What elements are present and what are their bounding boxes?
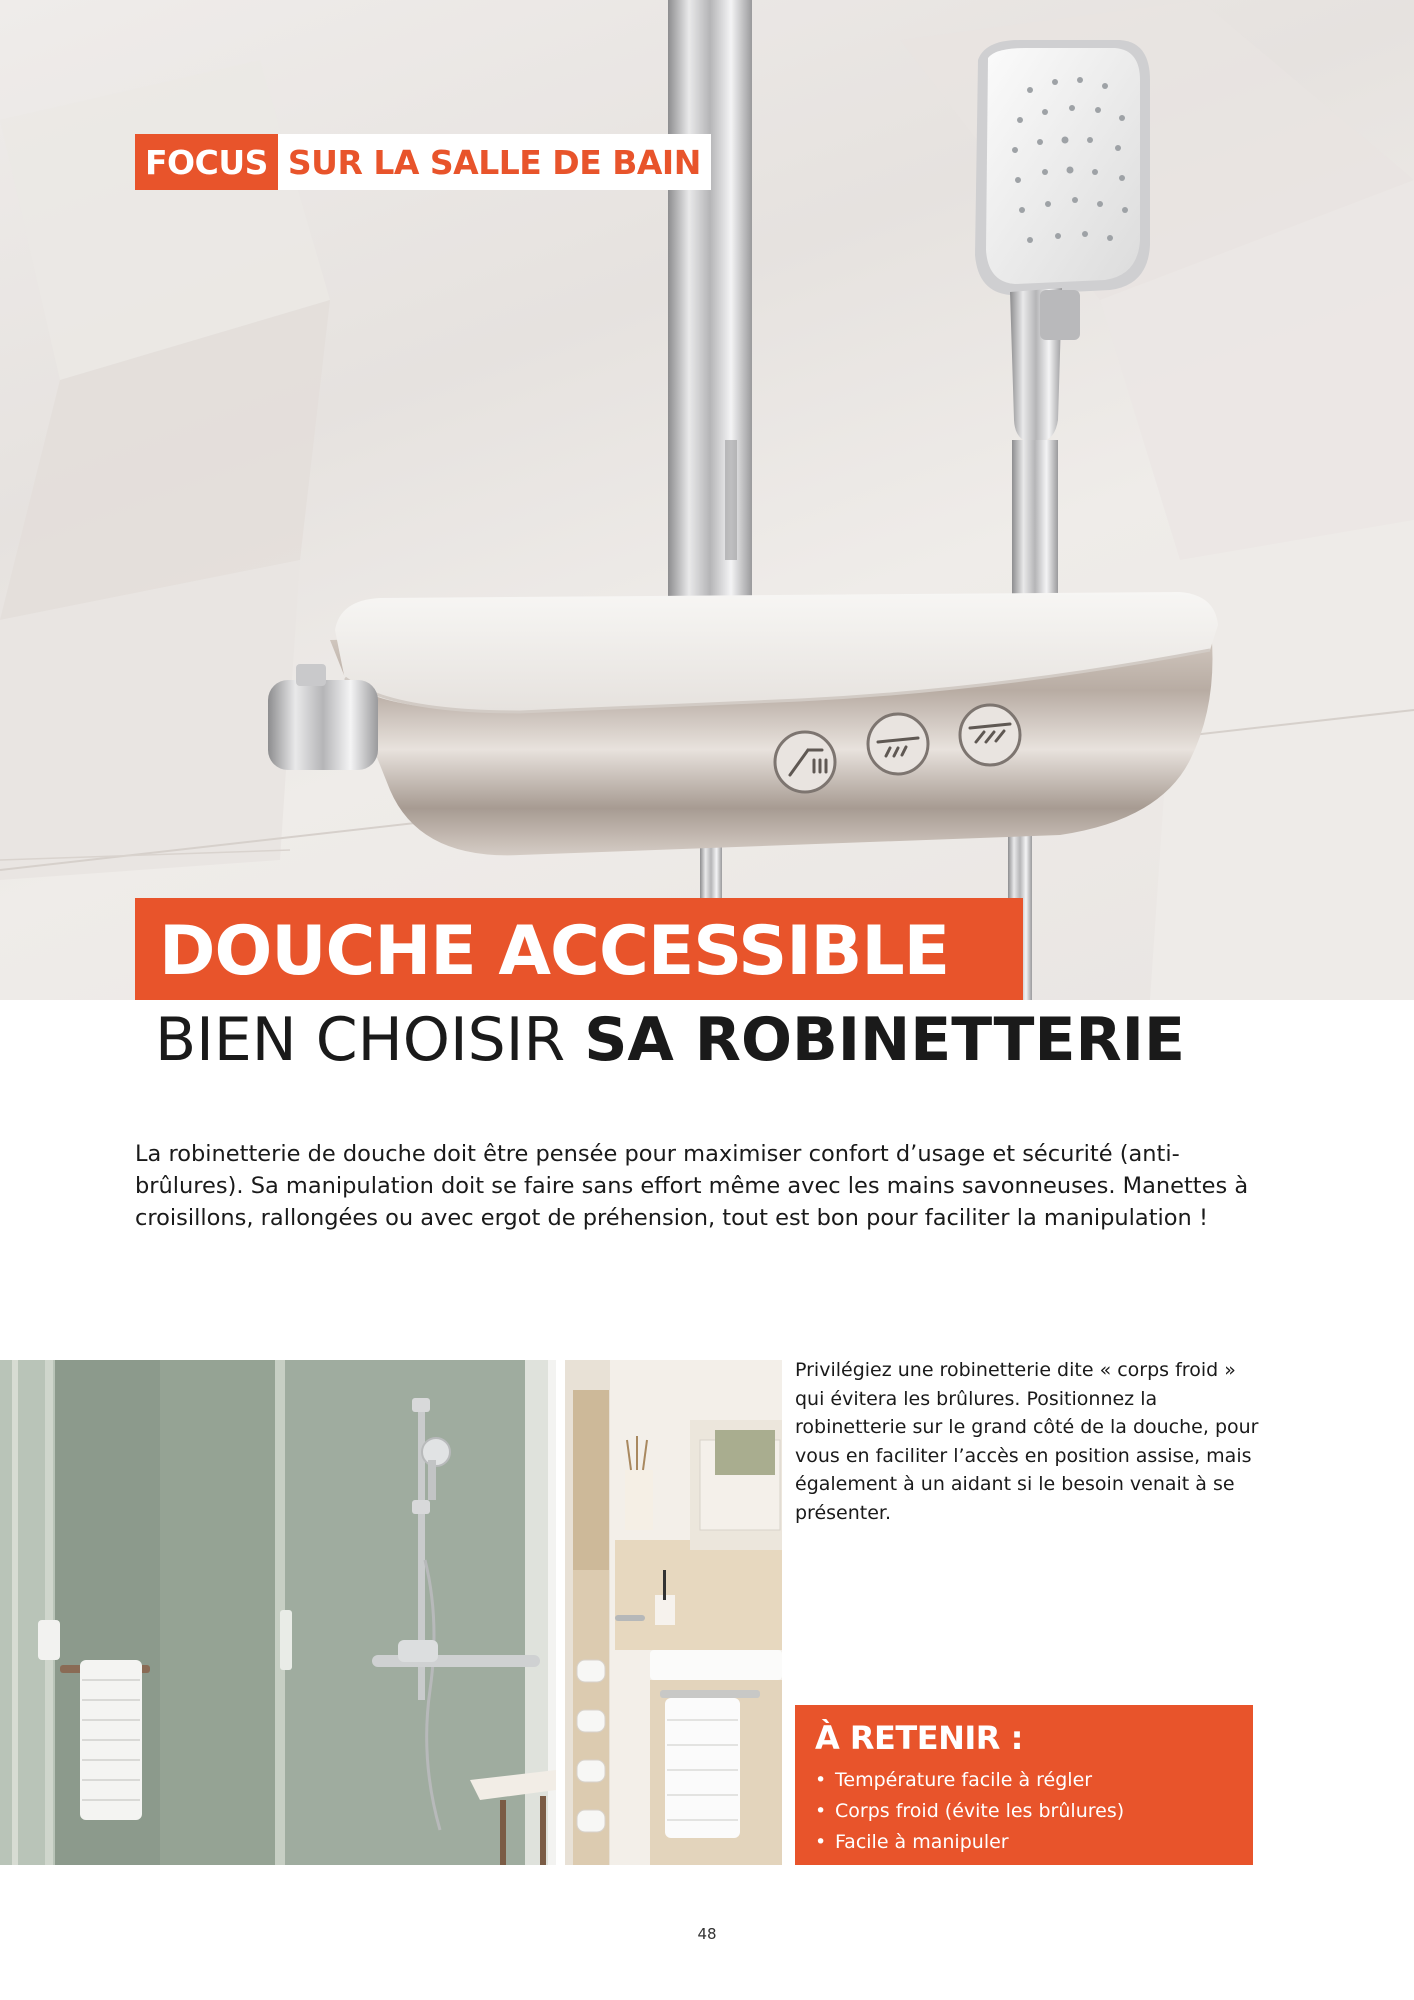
- key-points-title: À RETENIR :: [815, 1719, 1023, 1757]
- key-point-item: • Corps froid (évite les brûlures): [815, 1796, 1124, 1827]
- page-subtitle: [155, 1005, 1185, 1075]
- key-point-item: • Facile à manipuler: [815, 1827, 1124, 1858]
- side-paragraph: Privilégiez une robinetterie dite « corps froid » qui évitera les brûlures. Positionnez la robinetterie sur le grand côté de la douche, pour vous en faciliter l’accès en position assise, mais également à un aidant si le besoin venait à se présenter.: [795, 1359, 1259, 1524]
- page-number: 48: [697, 1925, 717, 1943]
- page-title-band: [135, 898, 1023, 1000]
- page-title: DOUCHE ACCESSIBLE: [159, 912, 950, 991]
- key-points-list: [815, 1765, 1124, 1858]
- subtitle-bold: SA ROBINETTERIE: [584, 1005, 1185, 1075]
- key-point-item: • Température facile à régler: [815, 1765, 1124, 1796]
- subtitle-light: BIEN CHOISIR: [155, 1005, 566, 1075]
- key-points-box: [795, 1705, 1253, 1865]
- section-label: SUR LA SALLE DE BAIN: [278, 134, 711, 190]
- intro-paragraph: La robinetterie de douche doit être pensée pour maximiser confort d’usage et sécurité (anti-brûlures). Sa manipulation doit se faire sans effort même avec les mains savonneuses. Manettes à croisillons, rallongées ou avec ergot de préhension, tout est bon pour faciliter la manipulation !: [135, 1141, 1249, 1231]
- bathroom-photo: [565, 1360, 782, 1865]
- shower-room-photo: [0, 1360, 556, 1865]
- section-tag: [135, 134, 711, 190]
- focus-label: FOCUS: [135, 134, 278, 190]
